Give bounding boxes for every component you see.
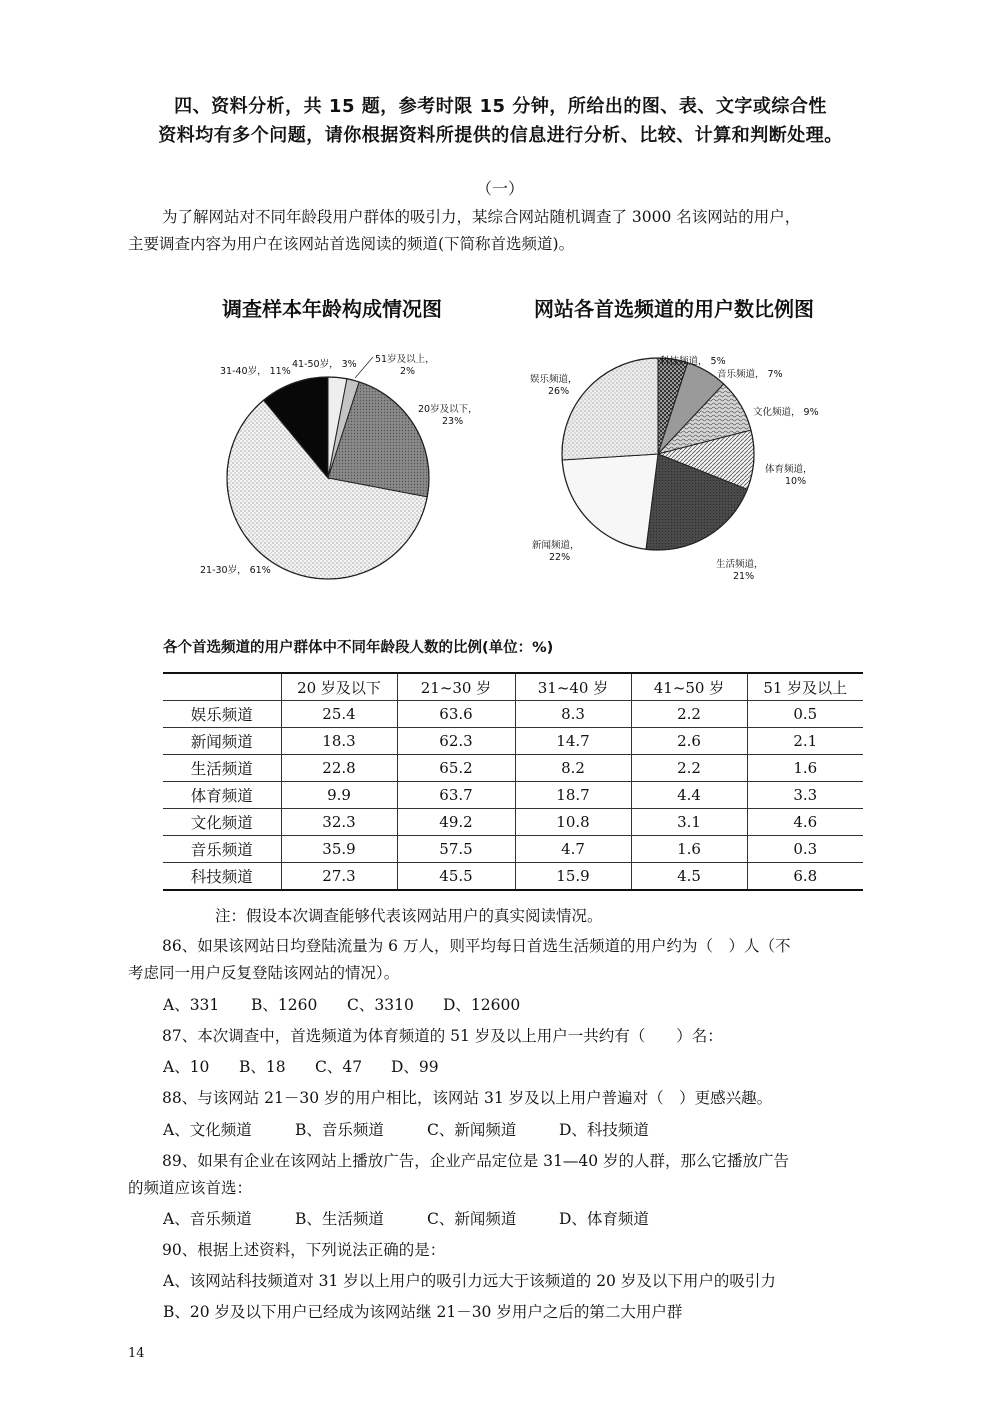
pie-label: 音乐频道， 7% (717, 369, 783, 380)
table-cell: 2.1 (747, 728, 863, 755)
option-d[interactable]: D、99 (391, 1058, 439, 1076)
table-cell: 0.3 (747, 836, 863, 863)
table-cell: 45.5 (397, 863, 515, 891)
question-text: 考虑同一用户反复登陆该网站的情况）。 (128, 964, 400, 982)
option-c[interactable]: C、47 (315, 1058, 363, 1076)
option-c[interactable]: C、新闻频道 (427, 1121, 517, 1139)
table-cell: 32.3 (281, 809, 397, 836)
table-header-cell: 41~50 岁 (631, 673, 747, 701)
pie-label-name: 娱乐频道， (530, 374, 578, 385)
option-a[interactable]: A、文化频道 (163, 1121, 252, 1139)
table-cell: 63.6 (397, 701, 515, 728)
table-row-header: 生活频道 (163, 755, 281, 782)
option-b[interactable]: B、音乐频道 (295, 1121, 384, 1139)
table-row-header: 新闻频道 (163, 728, 281, 755)
option-c[interactable]: C、新闻频道 (427, 1210, 517, 1228)
question-87-options (163, 1055, 439, 1077)
pie-label (418, 403, 478, 427)
question-text: 的频道应该首选： (128, 1179, 253, 1197)
table-cell: 3.1 (631, 809, 747, 836)
table-header-cell: 20 岁及以下 (281, 673, 397, 701)
question-text: 87、本次调查中，首选频道为体育频道的 51 岁及以上用户一共约有（ ）名： (162, 1027, 723, 1045)
table-row (163, 755, 863, 782)
question-88 (128, 1085, 873, 1112)
table-row (163, 836, 863, 863)
table-cell: 0.5 (747, 701, 863, 728)
table-header-row (163, 673, 863, 701)
table-cell: 65.2 (397, 755, 515, 782)
heading-line-1: 四、资料分析，共 15 题，参考时限 15 分钟，所给出的图、表、文字或综合性 (174, 96, 827, 117)
table-cell: 1.6 (747, 755, 863, 782)
table-cell: 4.7 (515, 836, 631, 863)
table-cell: 6.8 (747, 863, 863, 891)
table-cell: 18.3 (281, 728, 397, 755)
table-cell: 49.2 (397, 809, 515, 836)
pie-label (716, 558, 764, 582)
table-cell: 14.7 (515, 728, 631, 755)
table-cell: 2.2 (631, 755, 747, 782)
pie-label-value: 2% (400, 366, 416, 377)
question-89 (128, 1148, 873, 1202)
option-a[interactable]: A、10 (163, 1058, 210, 1076)
option-a[interactable]: A、该网站科技频道对 31 岁以上用户的吸引力远大于该频道的 20 岁及以下用户的吸引力 (163, 1272, 776, 1290)
pie-label-name: 20岁及以下， (418, 404, 478, 415)
pie-label-value: 21% (733, 571, 755, 582)
table-cell: 1.6 (631, 836, 747, 863)
table-cell: 22.8 (281, 755, 397, 782)
table-note: 注：假设本次调查能够代表该网站用户的真实阅读情况。 (215, 907, 603, 925)
table-header-cell: 51 岁及以上 (747, 673, 863, 701)
table-cell: 25.4 (281, 701, 397, 728)
page-number: 14 (128, 1346, 145, 1361)
table-cell: 4.5 (631, 863, 747, 891)
question-87 (128, 1023, 873, 1050)
table-row-header: 音乐频道 (163, 836, 281, 863)
age-pie-chart (200, 330, 500, 590)
pie-label-value: 10% (785, 476, 807, 487)
pie-label: 21-30岁， 61% (200, 565, 271, 576)
intro-line-1: 为了解网站对不同年龄段用户群体的吸引力，某综合网站随机调查了 3000 名该网站的用户， (162, 208, 801, 226)
question-text: 88、与该网站 21－30 岁的用户相比，该网站 31 岁及以上用户普遍对（ ）更感兴趣。 (162, 1089, 773, 1107)
pie-label: 31-40岁， 11% (220, 366, 291, 377)
pie-label (765, 463, 813, 487)
section-number: （一） (475, 179, 524, 198)
pie-label-value: 22% (549, 552, 571, 563)
option-b[interactable]: B、生活频道 (295, 1210, 384, 1228)
option-d[interactable]: D、体育频道 (559, 1210, 649, 1228)
table-cell: 2.2 (631, 701, 747, 728)
table-cell: 62.3 (397, 728, 515, 755)
question-text: 86、如果该网站日均登陆流量为 6 万人，则平均每日首选生活频道的用户约为（ ）人（不 (162, 937, 791, 955)
table-row (163, 782, 863, 809)
pie-label-value: 23% (442, 416, 464, 427)
table-row (163, 728, 863, 755)
pie-label: 科技频道， 5% (660, 356, 726, 367)
option-d[interactable]: D、科技频道 (559, 1121, 649, 1139)
pie-label-name: 51岁及以上， (375, 354, 435, 365)
section-heading (128, 92, 873, 150)
question-86 (128, 933, 873, 987)
pie-label-name: 新闻频道， (532, 540, 580, 551)
table-cell: 18.7 (515, 782, 631, 809)
table-cell: 8.3 (515, 701, 631, 728)
age-by-channel-table (163, 672, 863, 891)
pie-label: 文化频道， 9% (753, 407, 819, 418)
channel-pie-title: 网站各首选频道的用户数比例图 (534, 297, 814, 321)
table-cell: 4.6 (747, 809, 863, 836)
table-cell: 10.8 (515, 809, 631, 836)
question-90 (128, 1237, 873, 1264)
intro-paragraph (128, 204, 873, 258)
age-pie-title: 调查样本年龄构成情况图 (222, 297, 442, 321)
question-89-options (163, 1207, 649, 1229)
pie-label-name: 体育频道， (765, 464, 813, 475)
table-cell: 35.9 (281, 836, 397, 863)
table-row (163, 809, 863, 836)
intro-line-2: 主要调查内容为用户在该网站首选阅读的频道(下简称首选频道)。 (128, 235, 575, 253)
question-text: 90、根据上述资料，下列说法正确的是： (162, 1241, 446, 1259)
option-a[interactable]: A、331 (163, 996, 220, 1014)
option-b[interactable]: B、18 (239, 1058, 286, 1076)
table-row (163, 863, 863, 891)
pie-label: 41-50岁， 3% (292, 359, 357, 370)
table-row-header: 娱乐频道 (163, 701, 281, 728)
heading-line-2: 资料均有多个问题，请你根据资料所提供的信息进行分析、比较、计算和判断处理。 (158, 125, 843, 146)
table-title: 各个首选频道的用户群体中不同年龄段人数的比例(单位：%) (163, 640, 554, 656)
option-a[interactable]: A、音乐频道 (163, 1210, 252, 1228)
pie-label (530, 373, 578, 397)
table-cell: 15.9 (515, 863, 631, 891)
table-row-header: 文化频道 (163, 809, 281, 836)
table-cell: 57.5 (397, 836, 515, 863)
table-row-header: 体育频道 (163, 782, 281, 809)
question-88-options (163, 1118, 649, 1140)
option-d[interactable]: D、12600 (443, 996, 521, 1014)
table-header-cell: 31~40 岁 (515, 673, 631, 701)
pie-label-name: 生活频道， (716, 559, 764, 570)
table-row (163, 701, 863, 728)
table-cell: 2.6 (631, 728, 747, 755)
table-cell: 9.9 (281, 782, 397, 809)
table-cell: 63.7 (397, 782, 515, 809)
table-cell: 3.3 (747, 782, 863, 809)
option-b[interactable]: B、20 岁及以下用户已经成为该网站继 21－30 岁用户之后的第二大用户群 (163, 1303, 683, 1321)
pie-leader-line (355, 357, 373, 378)
pie-label-value: 26% (548, 386, 570, 397)
question-text: 89、如果有企业在该网站上播放广告，企业产品定位是 31—40 岁的人群，那么它播放广告 (162, 1152, 790, 1170)
table-row-header: 科技频道 (163, 863, 281, 891)
option-c[interactable]: C、3310 (347, 996, 414, 1014)
question-86-options (163, 993, 520, 1015)
table-cell: 4.4 (631, 782, 747, 809)
table-cell: 8.2 (515, 755, 631, 782)
option-b[interactable]: B、1260 (251, 996, 318, 1014)
table-cell: 27.3 (281, 863, 397, 891)
pie-label (375, 353, 435, 377)
channel-pie-chart (520, 350, 820, 590)
pie-label (532, 539, 580, 563)
table-header-cell: 21~30 岁 (397, 673, 515, 701)
table-header-cell (163, 673, 281, 701)
pie-slice (562, 454, 658, 549)
